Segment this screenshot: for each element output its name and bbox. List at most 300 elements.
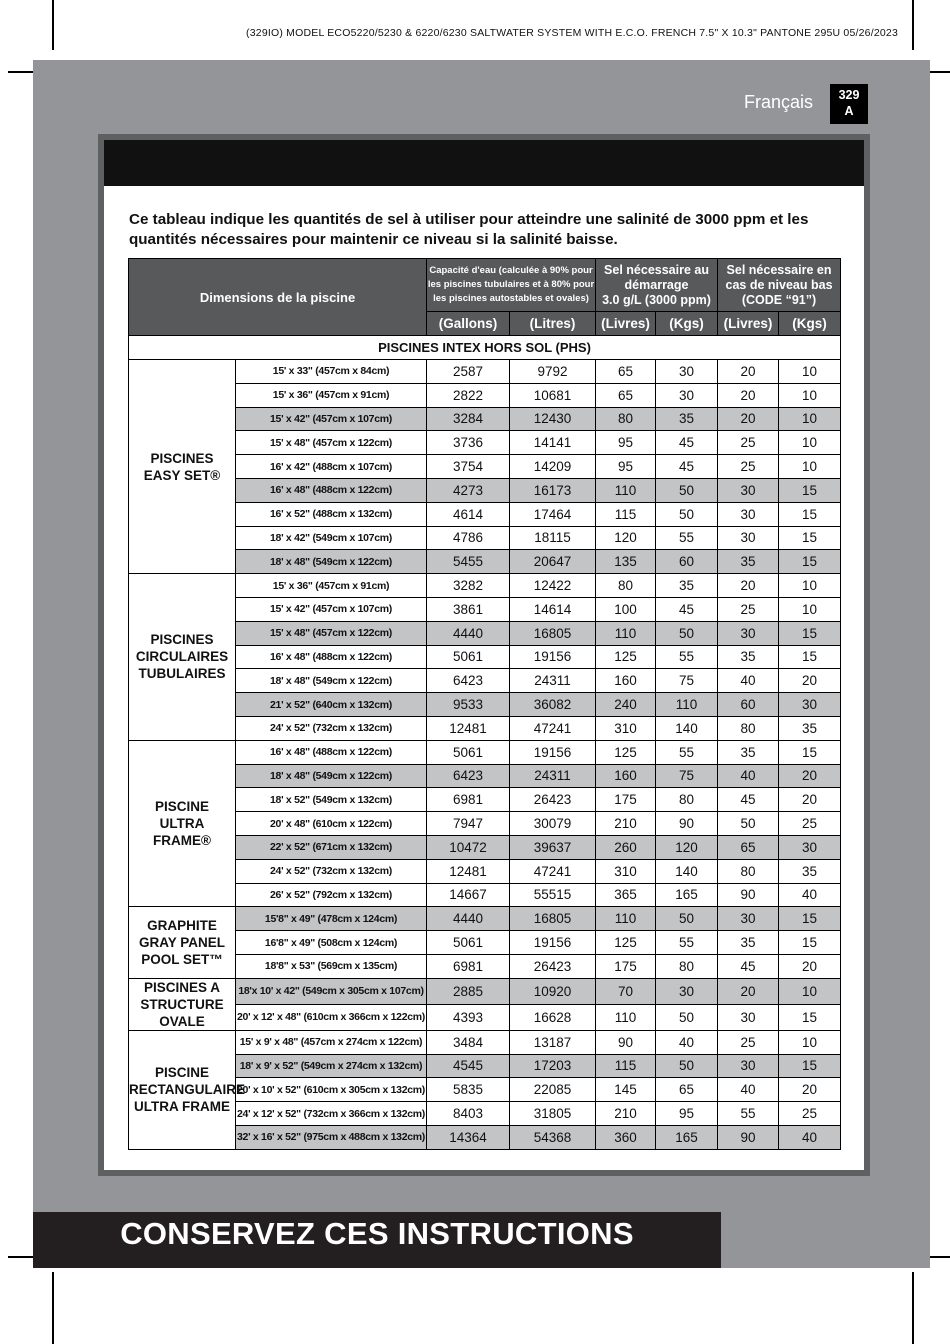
start-pounds-cell: 125 bbox=[596, 931, 656, 955]
start-pounds-cell: 80 bbox=[596, 407, 656, 431]
title-bar bbox=[104, 140, 864, 186]
header-start-line: 3.0 g/L (3000 ppm) bbox=[602, 292, 711, 307]
low-pounds-cell: 80 bbox=[718, 716, 779, 740]
pool-dimension-cell: 22' x 52" (671cm x 132cm) bbox=[236, 835, 427, 859]
litres-cell: 9792 bbox=[510, 360, 596, 384]
table-row bbox=[129, 1125, 841, 1149]
gallons-cell: 4393 bbox=[427, 1004, 510, 1030]
gallons-cell: 14364 bbox=[427, 1125, 510, 1149]
unit-header: (Gallons) bbox=[427, 312, 510, 336]
gallons-cell: 5455 bbox=[427, 550, 510, 574]
crop-mark bbox=[912, 0, 914, 50]
header-start-salt bbox=[596, 259, 718, 312]
header-low-line: cas de niveau bas bbox=[725, 277, 833, 292]
low-pounds-cell: 55 bbox=[718, 1102, 779, 1126]
pool-group-label-line: TUBULAIRES bbox=[138, 666, 226, 682]
low-pounds-cell: 20 bbox=[718, 383, 779, 407]
pool-group-label-line: PISCINE bbox=[154, 1065, 209, 1081]
unit-header: (Kgs) bbox=[656, 312, 718, 336]
low-kgs-cell: 15 bbox=[779, 907, 841, 931]
table-row bbox=[129, 502, 841, 526]
gallons-cell: 6981 bbox=[427, 788, 510, 812]
start-kgs-cell: 75 bbox=[656, 669, 718, 693]
start-pounds-cell: 95 bbox=[596, 431, 656, 455]
table-row bbox=[129, 669, 841, 693]
pool-dimension-cell: 16' x 42" (488cm x 107cm) bbox=[236, 455, 427, 479]
gallons-cell: 4440 bbox=[427, 621, 510, 645]
low-pounds-cell: 30 bbox=[718, 526, 779, 550]
table-row bbox=[129, 478, 841, 502]
pool-dimension-cell: 18'8" x 53" (569cm x 135cm) bbox=[236, 954, 427, 978]
litres-cell: 24311 bbox=[510, 764, 596, 788]
litres-cell: 19156 bbox=[510, 740, 596, 764]
low-pounds-cell: 30 bbox=[718, 478, 779, 502]
pool-dimension-cell: 15' x 9' x 48" (457cm x 274cm x 122cm) bbox=[236, 1030, 427, 1054]
low-pounds-cell: 35 bbox=[718, 740, 779, 764]
low-pounds-cell: 50 bbox=[718, 812, 779, 836]
header-capacity bbox=[427, 259, 596, 312]
low-kgs-cell: 20 bbox=[779, 669, 841, 693]
intro-paragraph: Ce tableau indique les quantités de sel à utiliser pour atteindre une salinité de 3000 ppm et les quantités nécessaires pour maintenir ce niveau si la salinité baisse. bbox=[129, 211, 809, 248]
pool-dimension-cell: 18' x 48" (549cm x 122cm) bbox=[236, 764, 427, 788]
start-pounds-cell: 260 bbox=[596, 835, 656, 859]
start-pounds-cell: 175 bbox=[596, 788, 656, 812]
litres-cell: 16173 bbox=[510, 478, 596, 502]
gallons-cell: 2822 bbox=[427, 383, 510, 407]
page-suffix: A bbox=[844, 104, 854, 118]
pool-dimension-cell: 16' x 52" (488cm x 132cm) bbox=[236, 502, 427, 526]
start-pounds-cell: 100 bbox=[596, 597, 656, 621]
pool-group-label bbox=[129, 574, 236, 741]
litres-cell: 30079 bbox=[510, 812, 596, 836]
litres-cell: 16628 bbox=[510, 1004, 596, 1030]
pool-group-label-line: STRUCTURE bbox=[140, 996, 224, 1012]
start-kgs-cell: 90 bbox=[656, 812, 718, 836]
start-kgs-cell: 30 bbox=[656, 383, 718, 407]
start-kgs-cell: 30 bbox=[656, 978, 718, 1004]
pool-group-label-line: ULTRA bbox=[159, 816, 205, 832]
start-kgs-cell: 50 bbox=[656, 621, 718, 645]
low-pounds-cell: 30 bbox=[718, 502, 779, 526]
start-kgs-cell: 50 bbox=[656, 907, 718, 931]
low-pounds-cell: 40 bbox=[718, 1078, 779, 1102]
start-pounds-cell: 145 bbox=[596, 1078, 656, 1102]
low-kgs-cell: 10 bbox=[779, 431, 841, 455]
litres-cell: 14141 bbox=[510, 431, 596, 455]
start-pounds-cell: 175 bbox=[596, 954, 656, 978]
low-kgs-cell: 35 bbox=[779, 859, 841, 883]
low-kgs-cell: 35 bbox=[779, 716, 841, 740]
start-pounds-cell: 160 bbox=[596, 764, 656, 788]
low-pounds-cell: 30 bbox=[718, 1004, 779, 1030]
start-kgs-cell: 45 bbox=[656, 431, 718, 455]
pool-group-label bbox=[129, 907, 236, 978]
header-low-line: (CODE “91”) bbox=[741, 292, 817, 307]
table-row bbox=[129, 954, 841, 978]
low-kgs-cell: 15 bbox=[779, 621, 841, 645]
low-pounds-cell: 25 bbox=[718, 1030, 779, 1054]
low-pounds-cell: 45 bbox=[718, 788, 779, 812]
start-kgs-cell: 45 bbox=[656, 455, 718, 479]
start-kgs-cell: 65 bbox=[656, 1078, 718, 1102]
start-kgs-cell: 80 bbox=[656, 788, 718, 812]
low-kgs-cell: 20 bbox=[779, 1078, 841, 1102]
pool-dimension-cell: 15' x 36" (457cm x 91cm) bbox=[236, 383, 427, 407]
gallons-cell: 12481 bbox=[427, 859, 510, 883]
start-kgs-cell: 50 bbox=[656, 1054, 718, 1078]
start-kgs-cell: 110 bbox=[656, 693, 718, 717]
pool-group-label-line: RECTANGULAIRE bbox=[129, 1082, 245, 1098]
pool-dimension-cell: 16' x 48" (488cm x 122cm) bbox=[236, 478, 427, 502]
header-dimensions: Dimensions de la piscine bbox=[129, 259, 427, 336]
low-kgs-cell: 15 bbox=[779, 478, 841, 502]
header-capacity-line: les piscines autostables et ovales) bbox=[433, 293, 589, 304]
litres-cell: 16805 bbox=[510, 621, 596, 645]
start-pounds-cell: 110 bbox=[596, 907, 656, 931]
pool-group-label-line: ULTRA FRAME bbox=[134, 1099, 230, 1115]
low-kgs-cell: 15 bbox=[779, 526, 841, 550]
start-pounds-cell: 65 bbox=[596, 360, 656, 384]
low-kgs-cell: 15 bbox=[779, 1004, 841, 1030]
litres-cell: 31805 bbox=[510, 1102, 596, 1126]
litres-cell: 54368 bbox=[510, 1125, 596, 1149]
pool-dimension-cell: 20' x 12' x 48" (610cm x 366cm x 122cm) bbox=[236, 1004, 427, 1030]
start-kgs-cell: 140 bbox=[656, 859, 718, 883]
low-pounds-cell: 30 bbox=[718, 1054, 779, 1078]
crop-mark bbox=[52, 0, 54, 50]
gallons-cell: 4440 bbox=[427, 907, 510, 931]
litres-cell: 20647 bbox=[510, 550, 596, 574]
start-kgs-cell: 40 bbox=[656, 1030, 718, 1054]
start-kgs-cell: 35 bbox=[656, 407, 718, 431]
start-pounds-cell: 360 bbox=[596, 1125, 656, 1149]
low-pounds-cell: 60 bbox=[718, 693, 779, 717]
start-pounds-cell: 80 bbox=[596, 574, 656, 598]
low-kgs-cell: 10 bbox=[779, 597, 841, 621]
table-row bbox=[129, 1030, 841, 1054]
start-pounds-cell: 210 bbox=[596, 812, 656, 836]
low-kgs-cell: 15 bbox=[779, 1054, 841, 1078]
header-start-line: démarrage bbox=[624, 277, 689, 292]
low-pounds-cell: 20 bbox=[718, 407, 779, 431]
pool-dimension-cell: 24' x 52" (732cm x 132cm) bbox=[236, 716, 427, 740]
gallons-cell: 3861 bbox=[427, 597, 510, 621]
table-row bbox=[129, 431, 841, 455]
litres-cell: 12430 bbox=[510, 407, 596, 431]
table-row bbox=[129, 1004, 841, 1030]
litres-cell: 24311 bbox=[510, 669, 596, 693]
pool-dimension-cell: 18'x 10' x 42" (549cm x 305cm x 107cm) bbox=[236, 978, 427, 1004]
pool-dimension-cell: 18' x 9' x 52" (549cm x 274cm x 132cm) bbox=[236, 1054, 427, 1078]
gallons-cell: 6423 bbox=[427, 764, 510, 788]
pool-group-label-line: GRAPHITE bbox=[147, 918, 217, 934]
header-low-line: Sel nécessaire en bbox=[726, 262, 832, 277]
start-pounds-cell: 240 bbox=[596, 693, 656, 717]
pool-dimension-cell: 15' x 42" (457cm x 107cm) bbox=[236, 407, 427, 431]
start-pounds-cell: 135 bbox=[596, 550, 656, 574]
low-pounds-cell: 25 bbox=[718, 431, 779, 455]
table-row bbox=[129, 883, 841, 907]
start-pounds-cell: 125 bbox=[596, 740, 656, 764]
start-pounds-cell: 310 bbox=[596, 859, 656, 883]
unit-header: (Kgs) bbox=[779, 312, 841, 336]
table-row bbox=[129, 383, 841, 407]
table-row bbox=[129, 907, 841, 931]
table-row bbox=[129, 645, 841, 669]
litres-cell: 19156 bbox=[510, 645, 596, 669]
start-kgs-cell: 45 bbox=[656, 597, 718, 621]
pool-dimension-cell: 15' x 33" (457cm x 84cm) bbox=[236, 360, 427, 384]
table-row bbox=[129, 859, 841, 883]
unit-header: (Litres) bbox=[510, 312, 596, 336]
low-pounds-cell: 25 bbox=[718, 455, 779, 479]
pool-dimension-cell: 26' x 52" (792cm x 132cm) bbox=[236, 883, 427, 907]
start-kgs-cell: 35 bbox=[656, 574, 718, 598]
header-low-salt bbox=[718, 259, 841, 312]
start-kgs-cell: 50 bbox=[656, 478, 718, 502]
unit-header: (Livres) bbox=[718, 312, 779, 336]
pool-group-label-line: PISCINES bbox=[150, 450, 214, 466]
start-kgs-cell: 55 bbox=[656, 645, 718, 669]
litres-cell: 18115 bbox=[510, 526, 596, 550]
start-pounds-cell: 120 bbox=[596, 526, 656, 550]
pool-group-label-line: CIRCULAIRES bbox=[135, 649, 229, 665]
low-kgs-cell: 30 bbox=[779, 835, 841, 859]
print-spec-line: (329IO) MODEL ECO5220/5230 & 6220/6230 SALTWATER SYSTEM WITH E.C.O. FRENCH 7.5" X 10.3" PANTONE 295U 05/26/2023 bbox=[246, 27, 898, 39]
gallons-cell: 5061 bbox=[427, 645, 510, 669]
litres-cell: 17203 bbox=[510, 1054, 596, 1078]
gallons-cell: 5061 bbox=[427, 931, 510, 955]
low-kgs-cell: 10 bbox=[779, 455, 841, 479]
table-row bbox=[129, 455, 841, 479]
pool-group-label bbox=[129, 1030, 245, 1149]
table-row bbox=[129, 716, 841, 740]
gallons-cell: 6981 bbox=[427, 954, 510, 978]
pool-group-label-line: FRAME® bbox=[153, 833, 211, 849]
gallons-cell: 4273 bbox=[427, 478, 510, 502]
low-pounds-cell: 20 bbox=[718, 360, 779, 384]
gallons-cell: 2885 bbox=[427, 978, 510, 1004]
start-pounds-cell: 115 bbox=[596, 502, 656, 526]
litres-cell: 36082 bbox=[510, 693, 596, 717]
pool-group-label-line: EASY SET® bbox=[143, 467, 221, 483]
table-row bbox=[129, 621, 841, 645]
gallons-cell: 10472 bbox=[427, 835, 510, 859]
table-row bbox=[129, 574, 841, 598]
litres-cell: 13187 bbox=[510, 1030, 596, 1054]
start-kgs-cell: 165 bbox=[656, 1125, 718, 1149]
section-title: PISCINES INTEX HORS SOL (PHS) bbox=[129, 336, 841, 360]
low-kgs-cell: 30 bbox=[779, 693, 841, 717]
low-kgs-cell: 15 bbox=[779, 550, 841, 574]
start-pounds-cell: 160 bbox=[596, 669, 656, 693]
table-row bbox=[129, 812, 841, 836]
litres-cell: 14614 bbox=[510, 597, 596, 621]
start-pounds-cell: 95 bbox=[596, 455, 656, 479]
start-kgs-cell: 55 bbox=[656, 526, 718, 550]
start-pounds-cell: 125 bbox=[596, 645, 656, 669]
low-pounds-cell: 45 bbox=[718, 954, 779, 978]
low-kgs-cell: 10 bbox=[779, 574, 841, 598]
pool-group-label bbox=[129, 978, 236, 1030]
litres-cell: 12422 bbox=[510, 574, 596, 598]
litres-cell: 22085 bbox=[510, 1078, 596, 1102]
gallons-cell: 4614 bbox=[427, 502, 510, 526]
start-kgs-cell: 50 bbox=[656, 1004, 718, 1030]
low-kgs-cell: 10 bbox=[779, 383, 841, 407]
table-row bbox=[129, 931, 841, 955]
pool-dimension-cell: 24' x 12' x 52" (732cm x 366cm x 132cm) bbox=[236, 1102, 427, 1126]
table-row bbox=[129, 1102, 841, 1126]
low-pounds-cell: 20 bbox=[718, 978, 779, 1004]
low-kgs-cell: 15 bbox=[779, 502, 841, 526]
gallons-cell: 9533 bbox=[427, 693, 510, 717]
pool-dimension-cell: 16' x 48" (488cm x 122cm) bbox=[236, 645, 427, 669]
low-kgs-cell: 25 bbox=[779, 812, 841, 836]
gallons-cell: 3754 bbox=[427, 455, 510, 479]
start-kgs-cell: 140 bbox=[656, 716, 718, 740]
start-kgs-cell: 55 bbox=[656, 931, 718, 955]
table-row bbox=[129, 740, 841, 764]
start-pounds-cell: 90 bbox=[596, 1030, 656, 1054]
low-pounds-cell: 40 bbox=[718, 764, 779, 788]
pool-group-label-line: PISCINES A bbox=[143, 979, 221, 995]
gallons-cell: 4545 bbox=[427, 1054, 510, 1078]
low-pounds-cell: 30 bbox=[718, 621, 779, 645]
start-kgs-cell: 95 bbox=[656, 1102, 718, 1126]
pool-group-label-line: PISCINES bbox=[150, 632, 214, 648]
language-label: Français bbox=[743, 92, 813, 112]
gallons-cell: 3282 bbox=[427, 574, 510, 598]
low-kgs-cell: 10 bbox=[779, 360, 841, 384]
start-pounds-cell: 365 bbox=[596, 883, 656, 907]
table-row bbox=[129, 764, 841, 788]
table-row bbox=[129, 978, 841, 1004]
low-kgs-cell: 10 bbox=[779, 1030, 841, 1054]
salt-table bbox=[128, 258, 841, 1150]
page-number: 329 bbox=[838, 88, 860, 102]
pool-dimension-cell: 15'8" x 49" (478cm x 124cm) bbox=[236, 907, 427, 931]
pool-dimension-cell: 18' x 48" (549cm x 122cm) bbox=[236, 669, 427, 693]
start-pounds-cell: 310 bbox=[596, 716, 656, 740]
low-pounds-cell: 35 bbox=[718, 931, 779, 955]
table-row bbox=[129, 597, 841, 621]
crop-mark bbox=[52, 1272, 54, 1344]
low-kgs-cell: 15 bbox=[779, 931, 841, 955]
start-pounds-cell: 115 bbox=[596, 1054, 656, 1078]
litres-cell: 14209 bbox=[510, 455, 596, 479]
table-row bbox=[129, 788, 841, 812]
litres-cell: 16805 bbox=[510, 907, 596, 931]
start-pounds-cell: 65 bbox=[596, 383, 656, 407]
pool-group-label-line: OVALE bbox=[159, 1013, 205, 1029]
gallons-cell: 8403 bbox=[427, 1102, 510, 1126]
pool-group-label bbox=[129, 360, 236, 574]
gallons-cell: 14667 bbox=[427, 883, 510, 907]
gallons-cell: 5061 bbox=[427, 740, 510, 764]
header-capacity-line: les piscines tubulaires et à 80% pour bbox=[427, 279, 595, 290]
gallons-cell: 6423 bbox=[427, 669, 510, 693]
start-pounds-cell: 70 bbox=[596, 978, 656, 1004]
pool-dimension-cell: 15' x 42" (457cm x 107cm) bbox=[236, 597, 427, 621]
low-pounds-cell: 20 bbox=[718, 574, 779, 598]
litres-cell: 55515 bbox=[510, 883, 596, 907]
low-kgs-cell: 20 bbox=[779, 954, 841, 978]
pool-dimension-cell: 20' x 10' x 52" (610cm x 305cm x 132cm) bbox=[236, 1078, 427, 1102]
pool-group-label-line: PISCINE bbox=[154, 799, 209, 815]
start-kgs-cell: 50 bbox=[656, 502, 718, 526]
litres-cell: 26423 bbox=[510, 788, 596, 812]
table-row bbox=[129, 360, 841, 384]
litres-cell: 47241 bbox=[510, 716, 596, 740]
gallons-cell: 3484 bbox=[427, 1030, 510, 1054]
start-pounds-cell: 110 bbox=[596, 621, 656, 645]
gallons-cell: 4786 bbox=[427, 526, 510, 550]
low-kgs-cell: 15 bbox=[779, 645, 841, 669]
pool-dimension-cell: 15' x 48" (457cm x 122cm) bbox=[236, 621, 427, 645]
low-pounds-cell: 25 bbox=[718, 597, 779, 621]
low-kgs-cell: 20 bbox=[779, 764, 841, 788]
table-row bbox=[129, 693, 841, 717]
footer-title: CONSERVEZ CES INSTRUCTIONS bbox=[120, 1216, 634, 1251]
start-pounds-cell: 110 bbox=[596, 478, 656, 502]
low-pounds-cell: 35 bbox=[718, 645, 779, 669]
pool-dimension-cell: 16'8" x 49" (508cm x 124cm) bbox=[236, 931, 427, 955]
pool-dimension-cell: 24' x 52" (732cm x 132cm) bbox=[236, 859, 427, 883]
pool-dimension-cell: 32' x 16' x 52" (975cm x 488cm x 132cm) bbox=[236, 1125, 427, 1149]
low-pounds-cell: 65 bbox=[718, 835, 779, 859]
pool-dimension-cell: 18' x 48" (549cm x 122cm) bbox=[236, 550, 427, 574]
low-pounds-cell: 80 bbox=[718, 859, 779, 883]
header-capacity-line: Capacité d'eau (calculée à 90% pour bbox=[429, 265, 593, 276]
pool-dimension-cell: 18' x 42" (549cm x 107cm) bbox=[236, 526, 427, 550]
table-row bbox=[129, 835, 841, 859]
pool-group-label bbox=[129, 740, 236, 907]
low-pounds-cell: 90 bbox=[718, 1125, 779, 1149]
header-start-line: Sel nécessaire au bbox=[604, 262, 709, 277]
table-row bbox=[129, 526, 841, 550]
low-kgs-cell: 10 bbox=[779, 978, 841, 1004]
gallons-cell: 3284 bbox=[427, 407, 510, 431]
litres-cell: 10681 bbox=[510, 383, 596, 407]
table-row bbox=[129, 1054, 841, 1078]
start-kgs-cell: 120 bbox=[656, 835, 718, 859]
litres-cell: 47241 bbox=[510, 859, 596, 883]
litres-cell: 39637 bbox=[510, 835, 596, 859]
low-pounds-cell: 40 bbox=[718, 669, 779, 693]
start-kgs-cell: 55 bbox=[656, 740, 718, 764]
pool-dimension-cell: 21' x 52" (640cm x 132cm) bbox=[236, 693, 427, 717]
start-pounds-cell: 210 bbox=[596, 1102, 656, 1126]
pool-dimension-cell: 15' x 48" (457cm x 122cm) bbox=[236, 431, 427, 455]
low-kgs-cell: 15 bbox=[779, 740, 841, 764]
low-pounds-cell: 90 bbox=[718, 883, 779, 907]
start-pounds-cell: 110 bbox=[596, 1004, 656, 1030]
gallons-cell: 12481 bbox=[427, 716, 510, 740]
gallons-cell: 7947 bbox=[427, 812, 510, 836]
start-kgs-cell: 75 bbox=[656, 764, 718, 788]
litres-cell: 10920 bbox=[510, 978, 596, 1004]
litres-cell: 26423 bbox=[510, 954, 596, 978]
low-pounds-cell: 30 bbox=[718, 907, 779, 931]
start-kgs-cell: 80 bbox=[656, 954, 718, 978]
page-number-box bbox=[830, 84, 868, 124]
low-kgs-cell: 25 bbox=[779, 1102, 841, 1126]
low-kgs-cell: 40 bbox=[779, 883, 841, 907]
litres-cell: 19156 bbox=[510, 931, 596, 955]
table-row bbox=[129, 407, 841, 431]
low-kgs-cell: 40 bbox=[779, 1125, 841, 1149]
